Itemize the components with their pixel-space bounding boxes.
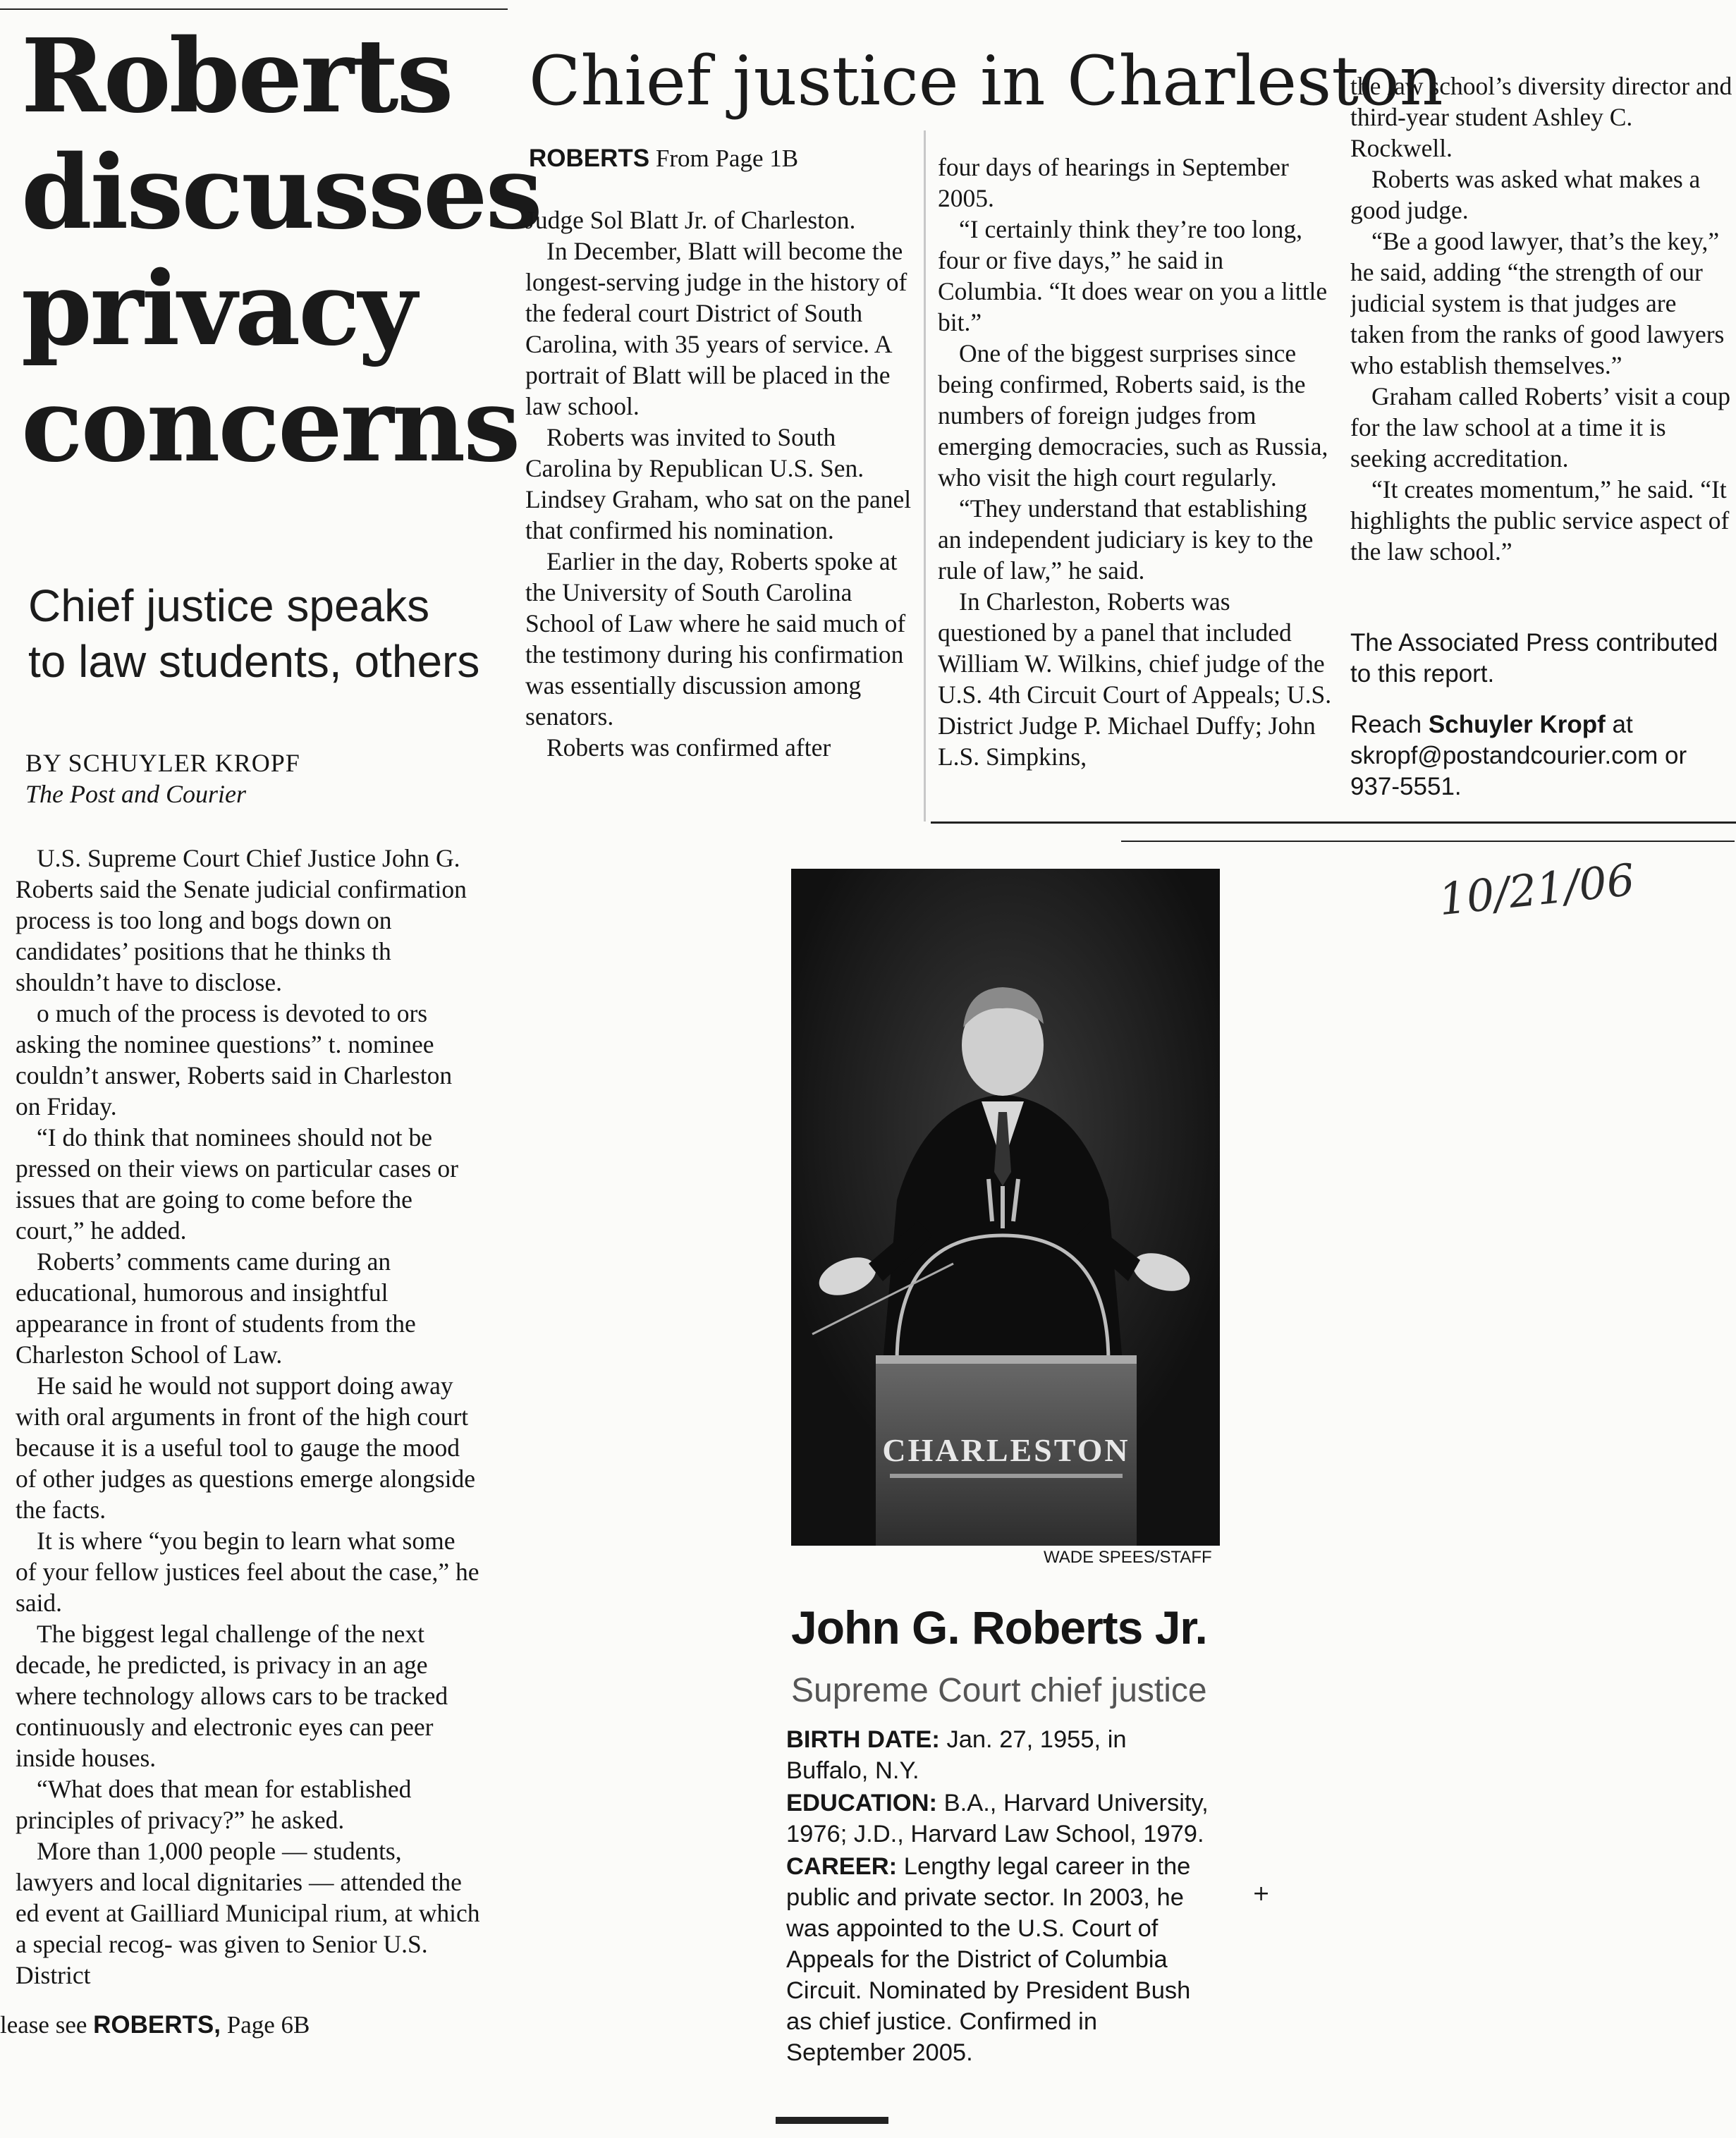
paragraph: “They understand that establishing an independent judiciary is key to the rule of law,” he said. xyxy=(938,494,1314,585)
paragraph: o much of the process is devoted to ors asking the nominee questions” t. nominee couldn’t answer, Roberts said in Charleston on Friday. xyxy=(16,999,453,1120)
paragraph: “I do think that nominees should not be pressed on their views on particular cases or issues that are going to come before the court,” he added. xyxy=(16,1123,458,1245)
paragraph: “I certainly think they’re too long, four or five days,” he said in Columbia. “It does wear on you a little bit.” xyxy=(938,215,1328,336)
birth-date-value: Jan. 27, 1955, in Buffalo, N.Y. xyxy=(786,1726,1127,1784)
headline-line: concerns xyxy=(21,365,519,484)
headline-line: discusses xyxy=(21,133,541,252)
paragraph: One of the biggest surprises since being confirmed, Roberts said, is the numbers of foreign judges from emerging democracies, such as Russia, who visit the high court regularly. xyxy=(938,339,1328,491)
infobox-name: John G. Roberts Jr. xyxy=(791,1601,1207,1654)
reach-line xyxy=(1350,709,1731,802)
paragraph: Roberts was asked what makes a good judge. xyxy=(1350,165,1701,224)
reach-prefix: Reach xyxy=(1350,711,1422,738)
top-rule xyxy=(0,8,508,10)
byline-publication: The Post and Courier xyxy=(25,780,247,808)
paragraph: “Be a good lawyer, that’s the key,” he said, adding “the strength of our judicial system is that judges are taken from the ranks of good lawyers who establish themselves.” xyxy=(1350,227,1725,379)
paragraph: In December, Blatt will become the longest-serving judge in the history of the federal court District of South Carolina, with 35 years of service. A portrait of Blatt will be placed in the law school. xyxy=(525,237,907,420)
infobox-title: Supreme Court chief justice xyxy=(791,1672,1207,1709)
paragraph: More than 1,000 people — students, lawyers and local dignitaries — attended the ed event at Gailliard Municipal rium, at which a special recog- was given to Senior U.S. District xyxy=(16,1837,480,1989)
contributor-note: The Associated Press contributed to this report. xyxy=(1350,629,1718,688)
paragraph: He said he would not support doing away with oral arguments in front of the high court because it is a useful tool to gauge the mood of other judges as questions emerge alongside the facts. xyxy=(16,1372,476,1524)
podium-text: CHARLESTON xyxy=(882,1432,1130,1468)
jump-column-3 xyxy=(1350,71,1736,567)
subheadline-line: to law students, others xyxy=(28,636,480,687)
paragraph: Graham called Roberts’ visit a coup for the law school at a time it is seeking accreditation. xyxy=(1350,382,1730,472)
photo-roberts-at-podium xyxy=(791,869,1220,1546)
paragraph: Roberts was confirmed after xyxy=(546,733,831,762)
left-story-body xyxy=(16,843,481,1991)
paragraph: Roberts was invited to South Carolina by Republican U.S. Sen. Lindsey Graham, who sat on the panel that confirmed his nomination. xyxy=(525,423,912,544)
paragraph: In Charleston, Roberts was questioned by a panel that included William W. Wilkins, chief judge of the U.S. 4th Circuit Court of Appeals; U.S. District Judge P. Michael Duffy; John L.S. Simpkins, xyxy=(938,587,1332,771)
paragraph: Earlier in the day, Roberts spoke at the University of South Carolina School of Law where he said much of the testimony during his confirmation was essentially discussion among senators. xyxy=(525,547,906,731)
crop-mark: + xyxy=(1252,1881,1271,1906)
photo-illustration xyxy=(791,869,1220,1546)
paragraph: the law school’s diversity director and third-year student Ashley C. Rockwell. xyxy=(1350,72,1732,162)
subheadline-line: Chief justice speaks xyxy=(28,580,430,631)
paragraph: “It creates momentum,” he said. “It highlights the public service aspect of the law school.” xyxy=(1350,475,1730,566)
byline-author: BY SCHUYLER KROPF xyxy=(25,749,300,777)
subheadline xyxy=(28,578,522,690)
continuation-ref: ROBERTS, xyxy=(93,2011,221,2039)
reach-name: Schuyler Kropf xyxy=(1428,711,1606,738)
paragraph: Judge Sol Blatt Jr. of Charleston. xyxy=(525,206,856,234)
education-label: EDUCATION: xyxy=(786,1790,938,1816)
continuation-page: Page 6B xyxy=(226,2011,310,2039)
paragraph: The biggest legal challenge of the next decade, he predicted, is privacy in an age where technology allows cars to be tracked continuously and electronic eyes can peer inside houses. xyxy=(16,1620,448,1772)
bottom-scan-mark xyxy=(776,2117,888,2124)
career xyxy=(786,1851,1209,2068)
paragraph: four days of hearings in September 2005. xyxy=(938,153,1289,212)
paragraph: U.S. Supreme Court Chief Justice John G. Roberts said the Senate judicial confirmation process is too long and bogs down on candidates’ positions that he thinks th shouldn’t have to disclose. xyxy=(16,844,467,996)
continuation-line xyxy=(0,2011,310,2039)
career-value: Lengthy legal career in the public and private sector. In 2003, he was appointed to the U.S. Court of Appeals for the District of Columbia Circuit. Nominated by President Bush as chief justice. Confirmed in September 2005. xyxy=(786,1853,1191,2066)
headline-line: Roberts xyxy=(21,16,452,135)
column-divider xyxy=(924,130,926,821)
paragraph: It is where “you begin to learn what some of your fellow justices feel about the case,” he said. xyxy=(16,1527,479,1617)
headline xyxy=(21,16,541,484)
story-credits xyxy=(1350,628,1731,822)
jump-headline: Chief justice in Charleston xyxy=(529,42,1443,121)
headline-line: privacy xyxy=(21,249,415,368)
photo-credit: WADE SPEES/STAFF xyxy=(1044,1548,1212,1567)
continuation-prefix: lease see xyxy=(0,2011,87,2039)
jump-line xyxy=(529,145,798,173)
section-divider xyxy=(1121,841,1735,842)
infobox-details xyxy=(786,1724,1209,2070)
jump-ref: ROBERTS xyxy=(529,145,650,172)
paragraph: “What does that mean for established principles of privacy?” he asked. xyxy=(16,1775,412,1834)
jump-column-1 xyxy=(525,204,917,763)
byline xyxy=(25,747,300,810)
birth-date-label: BIRTH DATE: xyxy=(786,1726,940,1753)
education-value: B.A., Harvard University, 1976; J.D., Harvard Law School, 1979. xyxy=(786,1790,1209,1847)
education xyxy=(786,1788,1209,1850)
handwritten-date: 10/21/06 xyxy=(1436,853,1637,926)
jump-page: From Page 1B xyxy=(655,145,799,172)
birth-date xyxy=(786,1724,1209,1786)
reach-contact: at skropf@postandcourier.com or 937-5551. xyxy=(1350,711,1687,800)
career-label: CAREER: xyxy=(786,1853,898,1880)
paragraph: Roberts’ comments came during an educational, humorous and insightful appearance in front of students from the Charleston School of Law. xyxy=(16,1247,416,1369)
section-divider xyxy=(931,821,1736,824)
jump-column-2 xyxy=(938,152,1333,772)
